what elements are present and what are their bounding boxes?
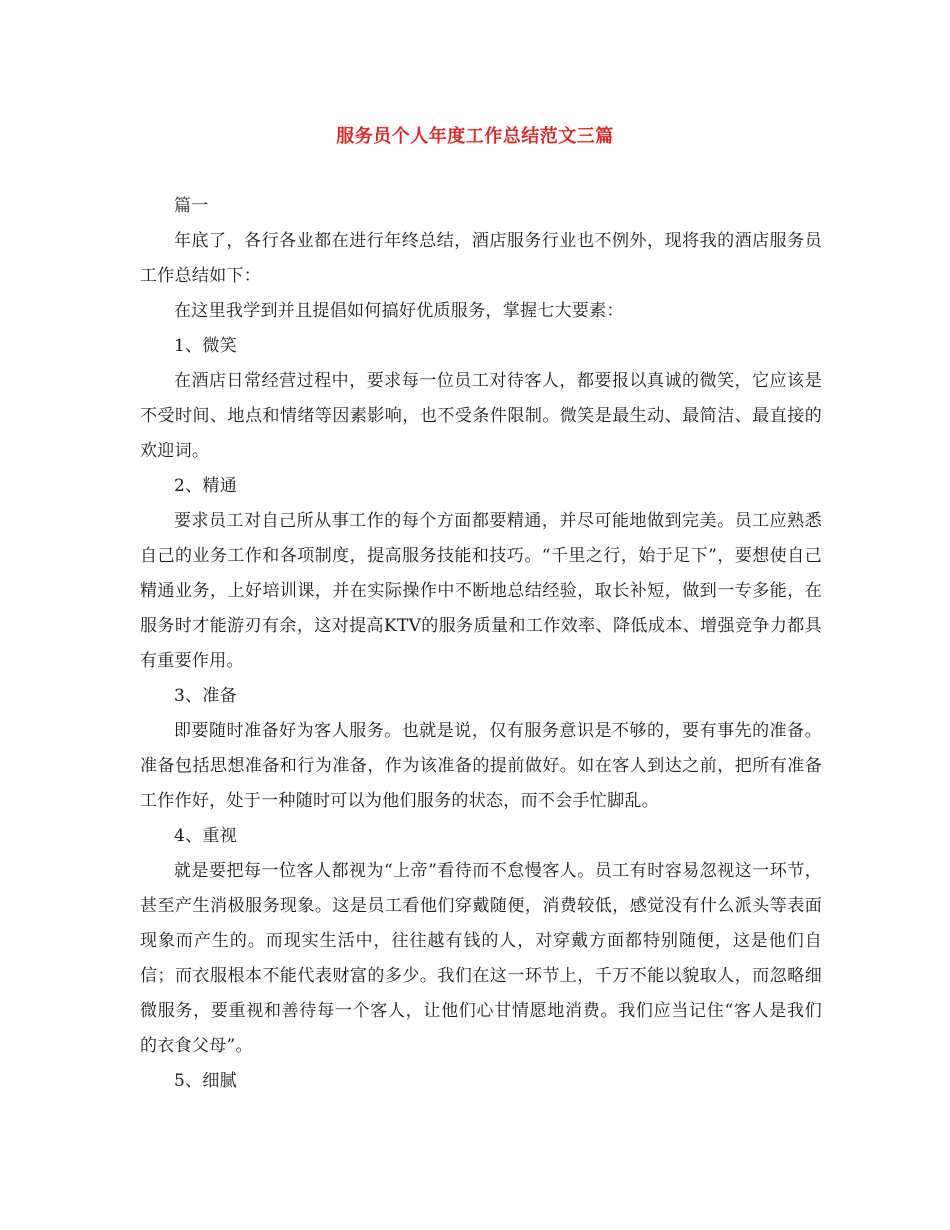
document-body <box>140 189 822 1099</box>
item-heading-attention: 4、重视 <box>174 826 238 846</box>
item-heading-meticulousness: 5、细腻 <box>174 1071 238 1091</box>
document-title: 服务员个人年度工作总结范文三篇 <box>336 126 614 147</box>
item-heading-proficiency: 2、精通 <box>174 476 238 496</box>
paragraph-intro: 年底了，各行各业都在进行年终总结，酒店服务行业也不例外，现将我的酒店服务员工作总结如下： <box>140 231 822 286</box>
paragraph-proficiency: 要求员工对自己所从事工作的每个方面都要精通，并尽可能地做到完美。员工应熟悉自己的业务工作和各项制度，提高服务技能和技巧。“千里之行，始于足下”，要想使自己精通业务，上好培训课，并在实际操作中不断地总结经验，取长补短，做到一专多能，在服务时才能游刃有余，这对提高KTV的服务质量和工作效率、降低成本、增强竞争力都具有重要作用。 <box>140 511 822 671</box>
item-heading-smile: 1、微笑 <box>174 336 238 356</box>
paragraph-seven-elements: 在这里我学到并且提倡如何搞好优质服务，掌握七大要素： <box>174 301 624 321</box>
section-heading-part-one: 篇一 <box>174 196 209 216</box>
item-heading-preparation: 3、准备 <box>174 686 238 706</box>
paragraph-preparation: 即要随时准备好为客人服务。也就是说，仅有服务意识是不够的，要有事先的准备。准备包括思想准备和行为准备，作为该准备的提前做好。如在客人到达之前，把所有准备工作作好，处于一种随时可以为他们服务的状态，而不会手忙脚乱。 <box>140 721 822 811</box>
paragraph-attention: 就是要把每一位客人都视为“上帝”看待而不怠慢客人。员工有时容易忽视这一环节，甚至产生消极服务现象。这是员工看他们穿戴随便，消费较低，感觉没有什么派头等表面现象而产生的。而现实生活中，往往越有钱的人，对穿戴方面都特别随便，这是他们自信；而衣服根本不能代表财富的多少。我们在这一环节上，千万不能以貌取人，而忽略细微服务，要重视和善待每一个客人，让他们心甘情愿地消费。我们应当记住“客人是我们的衣食父母”。 <box>140 861 822 1056</box>
paragraph-smile: 在酒店日常经营过程中，要求每一位员工对待客人，都要报以真诚的微笑，它应该是不受时间、地点和情绪等因素影响，也不受条件限制。微笑是最生动、最简洁、最直接的欢迎词。 <box>140 371 822 461</box>
